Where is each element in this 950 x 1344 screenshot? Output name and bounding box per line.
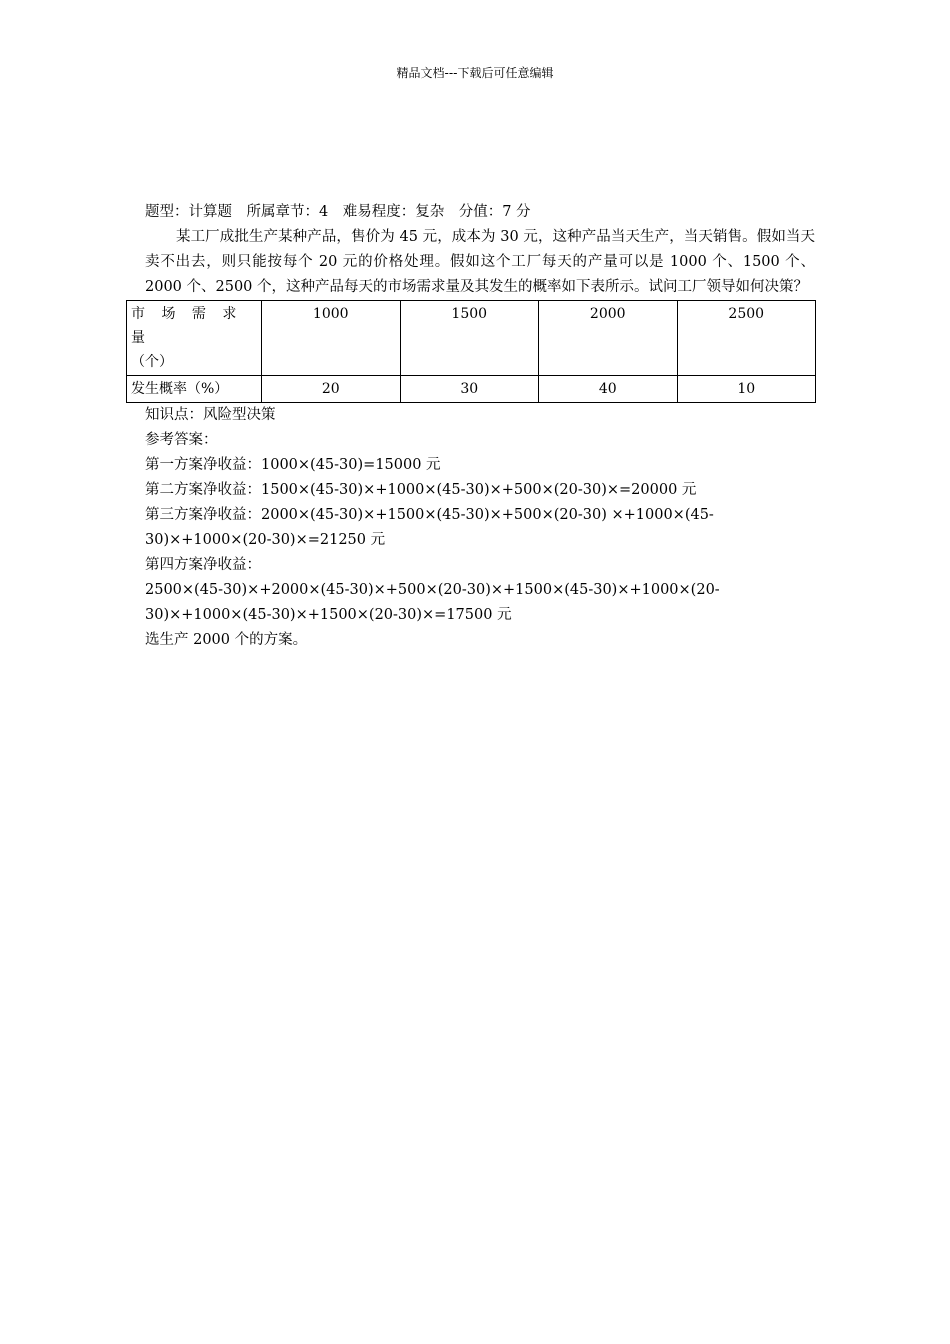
demand-cell: 2500 [677,301,816,376]
page-header: 精品文档---下载后可任意编辑 [396,66,554,80]
demand-unit: （个） [131,354,173,370]
demand-cell: 2000 [539,301,678,376]
demand-cell: 1500 [400,301,539,376]
conclusion: 选生产 2000 个的方案。 [145,632,308,648]
demand-header-cell [127,301,262,376]
demand-label: 市 场 需 求 量 [131,306,243,346]
answer-line: 2500×(45-30)×+2000×(45-30)×+500×(20-30)×+1500×(45-30)×+1000×(20- [145,582,720,598]
table-row-demand [127,301,816,376]
demand-probability-table [126,300,816,403]
question-meta: 题型：计算题 所属章节：4 难易程度：复杂 分值：7 分 [145,204,531,220]
probability-cell: 10 [677,376,816,403]
knowledge-point: 知识点：风险型决策 [145,407,276,423]
answer-line: 第一方案净收益：1000×(45-30)=15000 元 [145,457,441,473]
probability-cell: 40 [539,376,678,403]
table-row-probability [127,376,816,403]
answer-line: 30)×+1000×(20-30)×=21250 元 [145,532,386,548]
probability-cell: 20 [262,376,401,403]
demand-cell: 1000 [262,301,401,376]
answer-line: 第三方案净收益：2000×(45-30)×+1500×(45-30)×+500×(20-30) ×+1000×(45- [145,507,714,523]
answer-line: 第四方案净收益： [145,557,261,573]
document-body [131,200,815,653]
probability-cell: 30 [400,376,539,403]
answer-title: 参考答案： [145,432,218,448]
problem-statement: 某工厂成批生产某种产品，售价为 45 元，成本为 30 元，这种产品当天生产，当天销售。假如当天卖不出去，则只能按每个 20 元的价格处理。假如这个工厂每天的产量可以是 1000 个、1500 个、2000 个、2500 个，这种产品每天的市场需求量及其发生的概率如下表所示。试问工厂领导如何决策？ [145,229,815,295]
answer-line: 30)×+1000×(45-30)×+1500×(20-30)×=17500 元 [145,607,512,623]
probability-header-cell: 发生概率（%） [127,376,262,403]
answer-line: 第二方案净收益：1500×(45-30)×+1000×(45-30)×+500×(20-30)×=20000 元 [145,482,697,498]
